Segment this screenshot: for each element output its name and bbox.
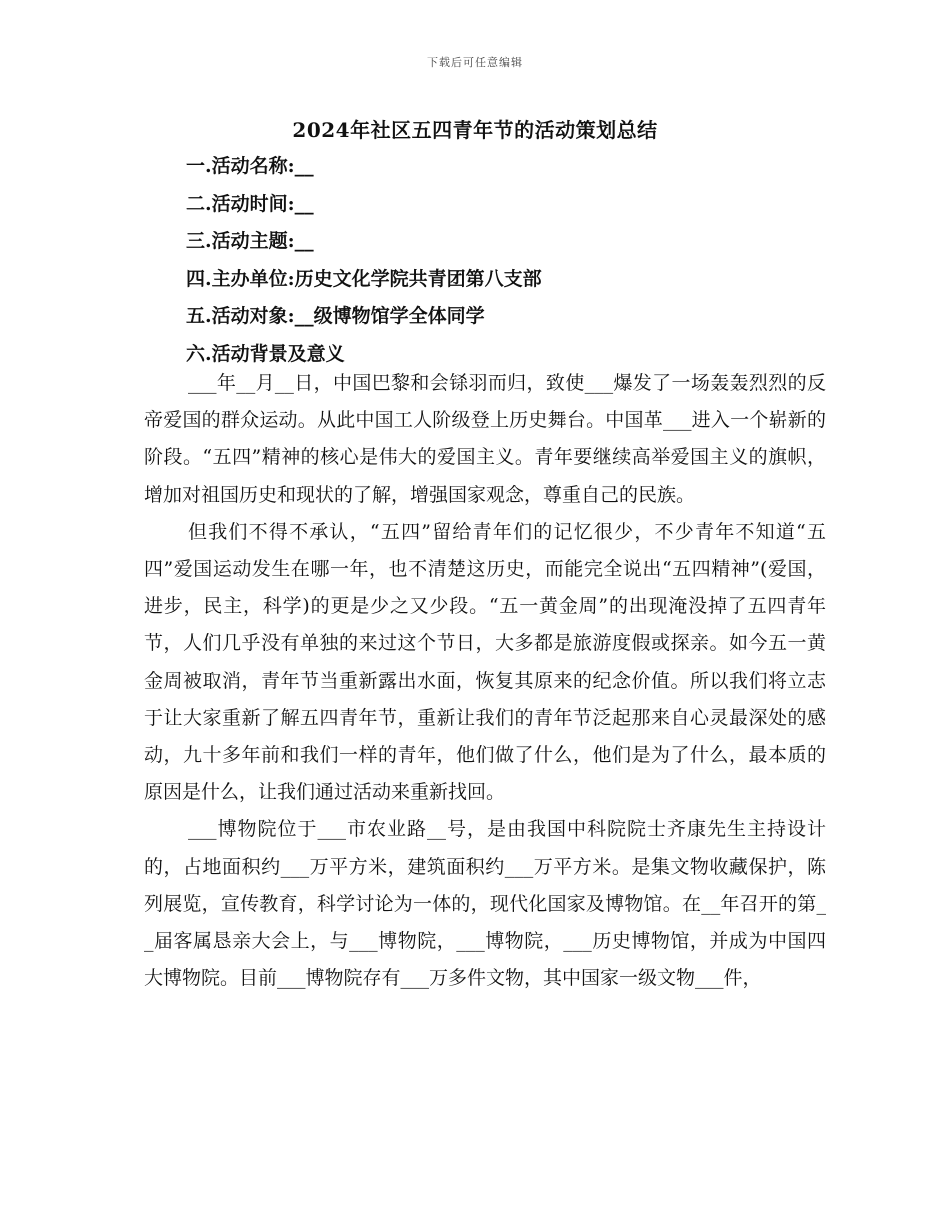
section-heading-list <box>186 148 542 373</box>
section-heading-background: 六.活动背景及意义 <box>186 342 345 365</box>
section-heading-organizer: 四.主办单位:历史文化学院共青团第八支部 <box>186 267 542 290</box>
section-heading-participants: 五.活动对象:__级博物馆学全体同学 <box>186 305 485 327</box>
section-heading-activity-theme: 三.活动主题:__ <box>186 230 314 252</box>
body-text <box>144 365 826 997</box>
paragraph-significance: 但我们不得不承认，“五四”留给青年们的记忆很少，不少青年不知道“五四”爱国运动发生在哪一年，也不清楚这历史，而能完全说出“五四精神”(爱国，进步，民主，科学)的更是少之又少段。“五一黄金周”的出现淹没掉了五四青年节，人们几乎没有单独的来过这个节日，大多都是旅游度假或探亲。如今五一黄金周被取消，青年节当重新露出水面，恢复其原来的纪念价值。所以我们将立志于让大家重新了解五四青年节，重新让我们的青年节泛起那来自心灵最深处的感动，九十多年前和我们一样的青年，他们做了什么，他们是为了什么，最本质的原因是什么，让我们通过活动来重新找回。 <box>144 520 826 804</box>
header-note: 下载后可任意编辑 <box>427 56 523 69</box>
paragraph-museum-intro: ___博物院位于___市农业路__号，是由我国中科院院士齐康先生主持设计的，占地面积约___万平方米，建筑面积约___万平方米。是集文物收藏保护，陈列展览，宣传教育，科学讨论为一体的，现代化国家及博物馆。在__年召开的第__届客属恳亲大会上，与___博物院，___博物院，___历史博物馆，并成为中国四大博物院。目前___博物院存有___万多件文物，其中国家一级文物___件， <box>144 818 826 990</box>
section-heading-activity-name: 一.活动名称:__ <box>186 155 314 177</box>
section-heading-activity-time: 二.活动时间:__ <box>186 192 314 215</box>
document-title: 2024年社区五四青年节的活动策划总结 <box>292 118 658 142</box>
paragraph-historical-context: ___年__月__日，中国巴黎和会铩羽而归，致使___爆发了一场轰轰烈烈的反帝爱国的群众运动。从此中国工人阶级登上历史舞台。中国革___进入一个崭新的阶段。“五四”精神的核心是伟大的爱国主义。青年要继续高举爱国主义的旗帜，增加对祖国历史和现状的了解，增强国家观念，尊重自己的民族。 <box>144 372 826 506</box>
